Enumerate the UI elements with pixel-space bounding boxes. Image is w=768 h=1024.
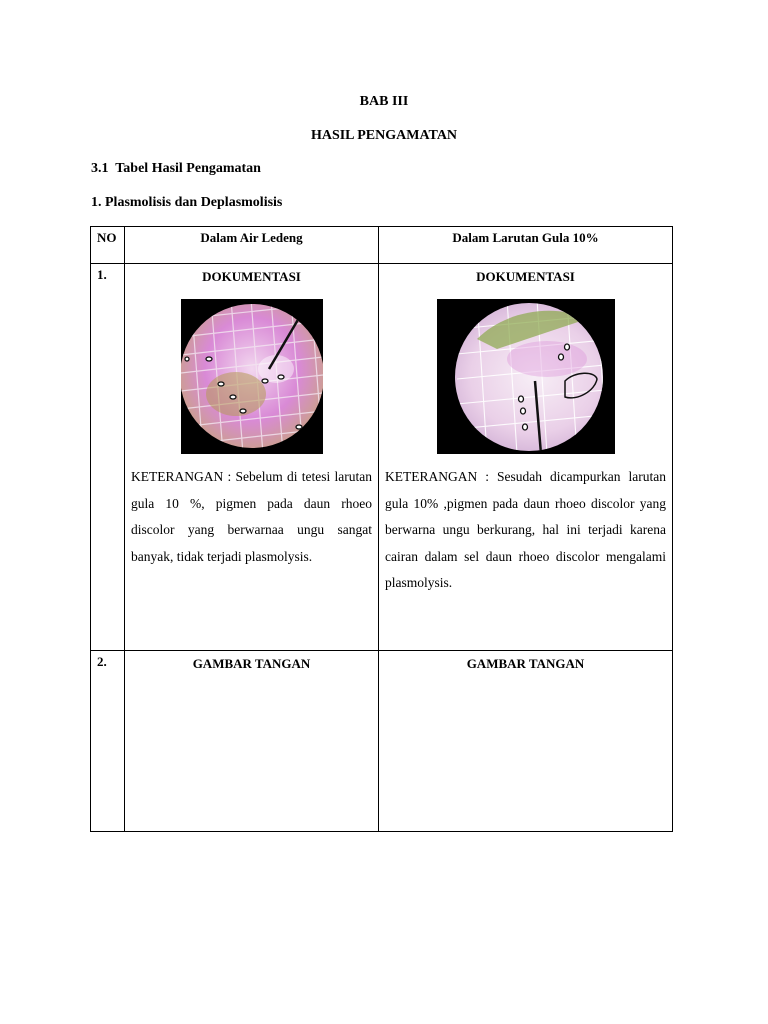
cell-title: GAMBAR TANGAN xyxy=(192,656,311,671)
header-cell-larutan-gula: Dalam Larutan Gula 10% xyxy=(379,227,673,264)
description-before: KETERANGAN : Sebelum di tetesi larutan gula 10 %, pigmen pada daun rhoeo discolor yang berwarnaa ungu sangat banyak, tidak terjadi plasmolysis. xyxy=(131,469,372,564)
chapter-title: HASIL PENGAMATAN xyxy=(310,128,458,143)
microscope-photo-after xyxy=(437,299,615,454)
section-heading: 3.1 Tabel Hasil Pengamatan xyxy=(91,161,261,176)
cell-title: DOKUMENTASI xyxy=(476,269,575,284)
subsection-heading: 1. Plasmolisis dan Deplasmolisis xyxy=(91,195,283,210)
cell-hand-drawing-before xyxy=(125,651,379,832)
table-header-row xyxy=(91,227,673,264)
cell-title: DOKUMENTASI xyxy=(202,269,301,284)
microscope-photo-before xyxy=(181,299,323,454)
table-row xyxy=(91,264,673,651)
description-after: KETERANGAN : Sesudah dicampurkan larutan gula 10% ,pigmen pada daun rhoeo discolor yang berwarna ungu berkurang, hal ini terjadi karena cairan dalam sel daun rhoeo discolor mengalami plasmolysis. xyxy=(385,469,666,590)
header-cell-air-ledeng: Dalam Air Ledeng xyxy=(125,227,379,264)
cell-air-ledeng xyxy=(125,264,379,651)
cell-hand-drawing-after xyxy=(379,651,673,832)
table-row xyxy=(91,651,673,832)
row-number: 2. xyxy=(91,651,125,832)
cell-title: GAMBAR TANGAN xyxy=(466,656,585,671)
observation-table xyxy=(90,226,673,832)
chapter-label: BAB III xyxy=(359,94,409,109)
header-cell-no: NO xyxy=(91,227,125,264)
cell-larutan-gula xyxy=(379,264,673,651)
row-number: 1. xyxy=(91,264,125,651)
